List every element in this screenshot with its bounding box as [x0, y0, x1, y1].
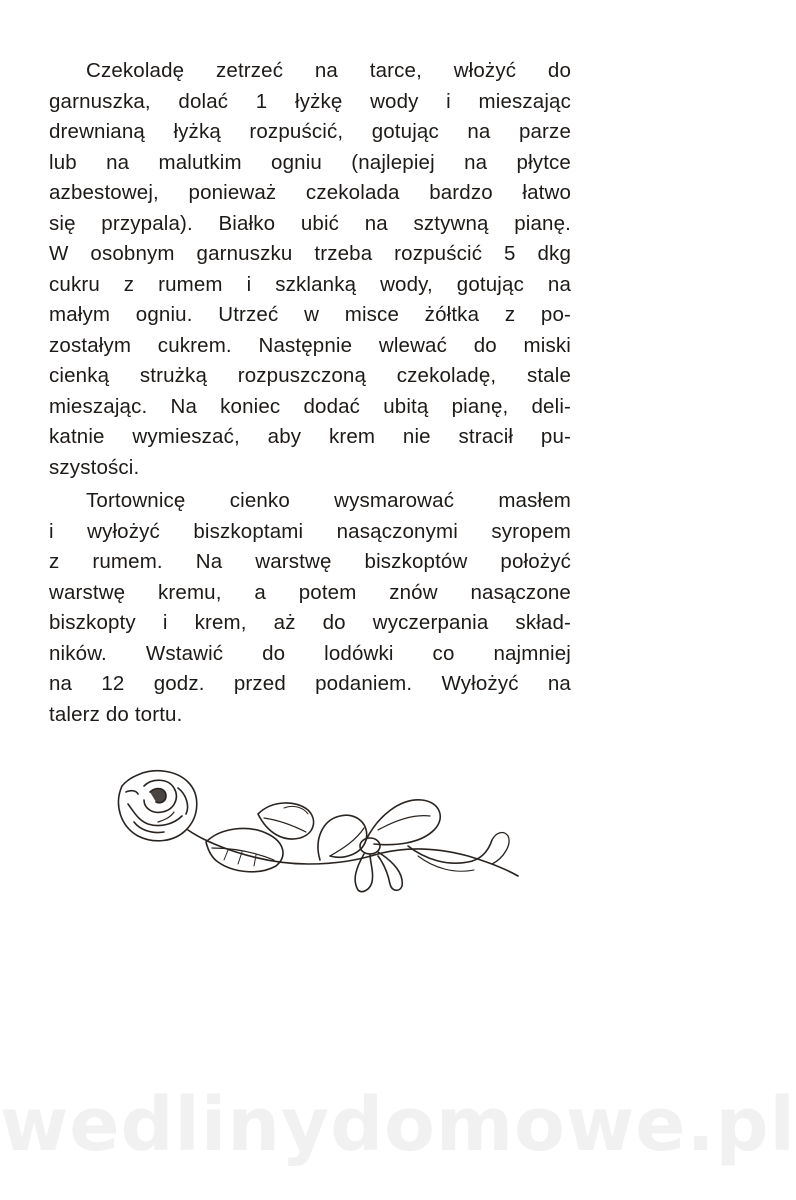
text-line: biszkopty i krem, aż do wyczerpania skład- — [49, 611, 571, 634]
text-line: talerz do tortu. — [49, 702, 183, 726]
text-line: zostałym cukrem. Następnie wlewać do miski — [49, 333, 571, 357]
text-line: ników. Wstawić do lodówki co najmniej — [49, 641, 571, 665]
text-line: na 12 godz. przed podaniem. Wyłożyć na — [49, 672, 571, 695]
text-line: drewnianą łyżką rozpuścić, gotując na parze — [49, 120, 571, 143]
text-line: cukru z rumem i szklanką wody, gotując na — [49, 272, 571, 296]
text-line: małym ogniu. Utrzeć w misce żółtka z po- — [49, 303, 571, 326]
text-line: lub na malutkim ogniu (najlepiej na płytce — [49, 150, 571, 174]
text-line: Czekoladę zetrzeć na tarce, włożyć do — [86, 59, 571, 82]
recipe-text — [49, 56, 571, 730]
text-line: katnie wymieszać, aby krem nie stracił pu- — [49, 425, 571, 448]
rose-icon — [119, 771, 197, 841]
text-line: warstwę kremu, a potem znów nasączone — [49, 580, 571, 604]
text-line: szystości. — [49, 455, 140, 479]
ribbon-bow-icon — [318, 800, 509, 892]
paragraph-1 — [49, 56, 571, 483]
text-line: Tortownicę cienko wysmarować masłem — [86, 489, 571, 512]
text-line: W osobnym garnuszku trzeba rozpuścić 5 dkg — [49, 242, 571, 265]
text-line: się przypala). Białko ubić na sztywną pianę. — [49, 211, 571, 235]
watermark-text: wedlinydomowe.pl — [0, 1082, 796, 1168]
paragraph-2 — [49, 486, 571, 730]
text-line: cienką strużką rozpuszczoną czekoladę, stale — [49, 364, 571, 387]
text-line: mieszając. Na koniec dodać ubitą pianę, deli- — [49, 394, 571, 418]
text-line: i wyłożyć biszkoptami nasączonymi syropem — [49, 519, 571, 543]
leaf-icon — [206, 803, 314, 872]
rose-and-ribbon-ornament-icon — [108, 764, 528, 894]
text-line: garnuszka, dolać 1 łyżkę wody i mieszając — [49, 89, 571, 113]
text-line: z rumem. Na warstwę biszkoptów położyć — [49, 550, 571, 573]
text-line: azbestowej, ponieważ czekolada bardzo łatwo — [49, 181, 571, 204]
